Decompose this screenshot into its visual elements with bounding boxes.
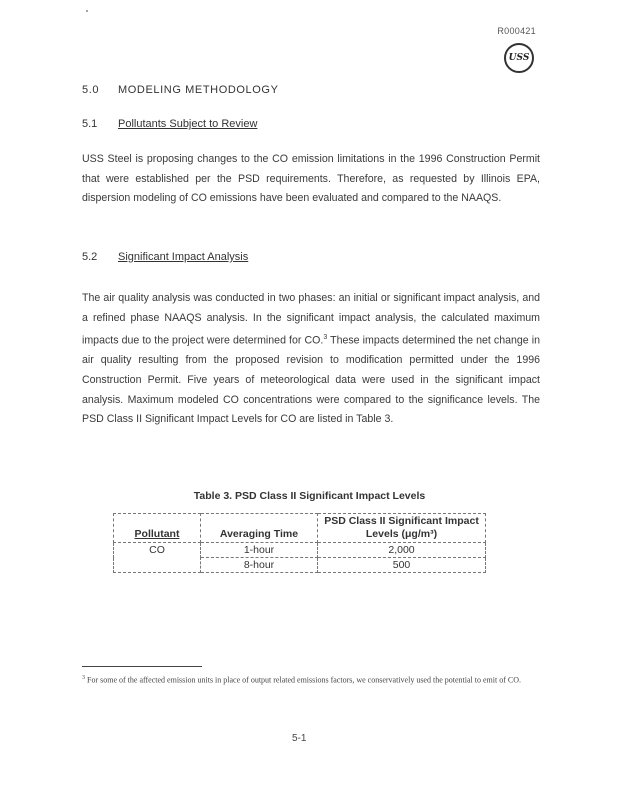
footnote-marker: 3 bbox=[82, 675, 85, 681]
page-number: 5-1 bbox=[292, 733, 307, 744]
cell-averaging-time: 1-hour bbox=[201, 543, 318, 558]
subsection-heading-5-1 bbox=[82, 118, 257, 130]
cell-sil: 500 bbox=[318, 558, 486, 573]
subsection-number: 5.2 bbox=[82, 251, 98, 263]
cell-sil: 2,000 bbox=[318, 543, 486, 558]
table-row bbox=[114, 543, 486, 558]
document-id: R000421 bbox=[497, 26, 536, 36]
footnote-reference: 3 bbox=[323, 334, 328, 342]
subsection-number: 5.1 bbox=[82, 118, 98, 130]
scan-speck bbox=[86, 10, 88, 12]
section-number: 5.0 bbox=[82, 84, 100, 96]
footnote bbox=[82, 672, 532, 687]
header-averaging-time: Averaging Time bbox=[201, 514, 318, 543]
paragraph-significant-impact bbox=[82, 289, 540, 430]
paragraph-part-a: The air quality analysis was conducted in two phases: an initial or significant impact analysis, and a refined phase NAAQS analysis. In the significant impact analysis, the calculated maximum impacts due to the project were determined for CO. bbox=[82, 292, 540, 347]
table-header-row bbox=[114, 514, 486, 543]
impact-levels-table bbox=[113, 513, 486, 573]
subsection-heading-5-2 bbox=[82, 251, 248, 263]
paragraph-part-b: These impacts determined the net change in air quality resulting from the proposed revision to modification permitted under the 1996 Construction Permit. Five years of meteorological data were used in the significant impact analysis. Maximum modeled CO concentrations were compared to the significance levels. The PSD Class II Significant Impact Levels for CO are listed in Table 3. bbox=[82, 334, 540, 426]
table-caption: Table 3. PSD Class II Significant Impact Levels bbox=[193, 490, 426, 502]
cell-averaging-time: 8-hour bbox=[201, 558, 318, 573]
section-title: MODELING METHODOLOGY bbox=[118, 84, 279, 96]
section-heading bbox=[82, 84, 279, 96]
subsection-title: Significant Impact Analysis bbox=[118, 251, 249, 263]
cell-pollutant: CO bbox=[114, 543, 201, 573]
paragraph-pollutants: USS Steel is proposing changes to the CO emission limitations in the 1996 Construction Permit that were established per the PSD requirements. Therefore, as requested by Illinois EPA, dispersion modeling of CO emissions have been evaluated and compared to the NAAQS. bbox=[82, 153, 540, 205]
header-pollutant: Pollutant bbox=[114, 514, 201, 543]
header-sil: PSD Class II Significant Impact Levels (μg/m³) bbox=[318, 514, 486, 543]
footnote-divider bbox=[82, 666, 202, 667]
subsection-title: Pollutants Subject to Review bbox=[118, 118, 258, 130]
footnote-text: For some of the affected emission units in place of output related emissions factors, we conservatively used the potential to emit of CO. bbox=[87, 675, 521, 685]
uss-logo-icon: USS bbox=[504, 43, 534, 73]
